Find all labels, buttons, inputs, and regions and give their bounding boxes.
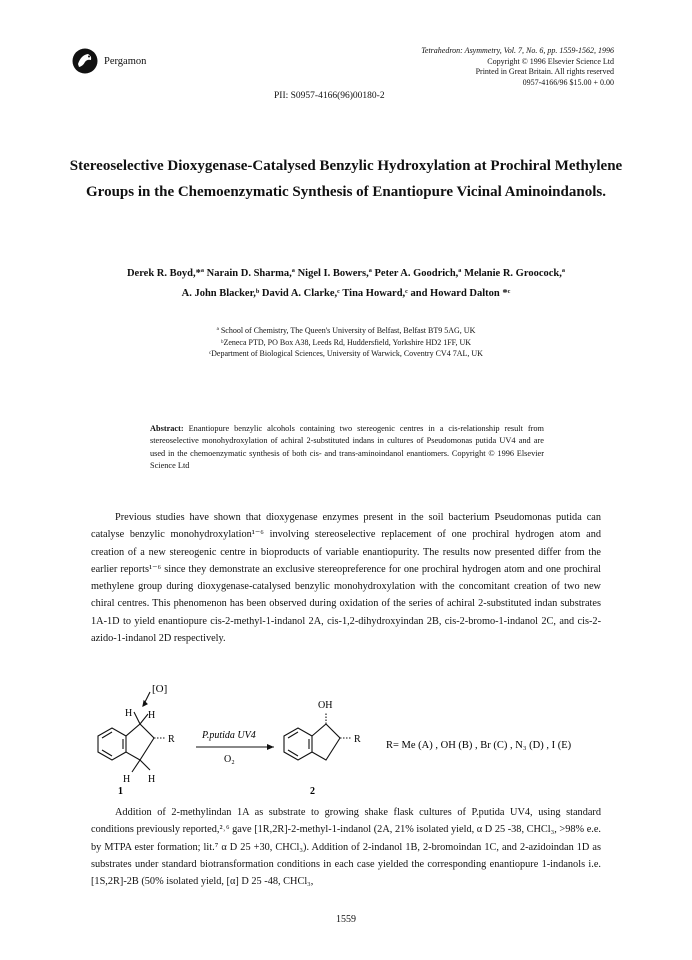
h-label-top-right: H (148, 710, 156, 721)
affiliation-b: ᵇZeneca PTD, PO Box A38, Leeds Rd, Huddersfield, Yorkshire HD2 1FF, UK (220, 337, 472, 347)
product-oh-label: OH (318, 700, 333, 711)
affiliation-a: ª School of Chemistry, The Queen's University of Belfast, Belfast BT9 5AG, UK (216, 326, 476, 335)
product-r-label: R (354, 734, 361, 745)
reaction-scheme (88, 676, 608, 796)
arrow-reagent-bottom: O₂ (224, 754, 235, 765)
copyright-line: Copyright © 1996 Elsevier Science Ltd (487, 56, 614, 66)
author-line-1: Derek R. Boyd,*ª Narain D. Sharma,ª Nigel I. Bowers,ª Peter A. Goodrich,ª Melanie R. Groocock,ª (126, 268, 566, 279)
arrow-reagent-top: P.putida UV4 (202, 730, 256, 741)
author-list (60, 264, 632, 304)
indanol-product-structure (284, 712, 352, 760)
abstract-text: Enantiopure benzylic alcohols containing two stereogenic centres in a cis-relationship result from stereoselective monohydroxylation of achiral 2-substituted indans in cultures of Pseudomonas putida UV4 and are used in the chemoenzymatic synthesis of both cis- and trans-aminoindanol enantiomers. Copyright © 1996 Elsevier Science Ltd (150, 424, 544, 470)
abstract-label: Abstract: (150, 424, 184, 433)
page-number: 1559 (336, 914, 356, 925)
publisher-name: Pergamon (104, 56, 147, 67)
pii-identifier: PII: S0957-4166(96)00180-2 (274, 91, 385, 101)
affiliation-c: ᶜDepartment of Biological Sciences, University of Warwick, Coventry CV4 7AL, UK (209, 349, 483, 358)
author-line-2: A. John Blacker,ᵇ David A. Clarke,ᶜ Tina Howard,ᶜ and Howard Dalton *ᶜ (181, 288, 511, 299)
reactant-r-label: R (168, 734, 175, 745)
body-paragraph-2: Addition of 2-methylindan 1A as substrate to growing shake flask cultures of P.putida UV4, using standard conditions previously reported,²˒⁶ gave [1R,2R]-2-methyl-1-indanol (2A, 21% isolated yield, α D 25 -38, CHCl₃, >98% e.e. by MTPA ester formation; lit.⁷ α D 25 +30, CHCl₃). Addition of 2-indanol 1B, 2-bromoindan 1C, and 2-azidoindan 1D as substrates under standard biotransformation conditions in each case yielded the corresponding enantiopure 1-indanols i.e. [1S,2R]-2B (50% isolated yield, [α] D 25 -48, CHCl₃, (91, 807, 602, 888)
substituent-definition: R= Me (A) , OH (B) , Br (C) , N₃ (D) , I (E) (386, 740, 572, 751)
pergamon-logo-icon (72, 48, 98, 74)
h-label-bottom-right: H (148, 774, 156, 785)
h-label-bottom-left: H (123, 774, 131, 785)
body-paragraph-1: Previous studies have shown that dioxygenase enzymes present in the soil bacterium Pseudomonas putida can catalyse benzylic monohydroxylation¹⁻⁶ involving stereoselective replacement of one prochiral hydrogen atom and creation of a new stereogenic centre in bioproducts of variable enantiopurity. The results now presented differ from the earlier reports¹⁻⁶ since they demonstrate an exclusive stereopreference for one prochiral hydrogen atom and one prochiral methylene group during dioxygenase-catalysed benzylic monohydroxylation with the concomitant creation of two new chiral centres. This phenomenon has been observed during oxidation of the series of achiral 2-substituted indan substrates 1A-1D to yield enantiopure cis-2-methyl-1-indanol 2A, cis-1,2-dihydroxyindan 2B, cis-2-bromo-1-indanol 2C, and cis-2-azido-1-indanol 2D respectively. (91, 512, 601, 645)
reaction-arrowhead (267, 744, 274, 750)
journal-citation: Tetrahedron: Asymmetry, Vol. 7, No. 6, pp. 1559-1562, 1996 (421, 46, 614, 55)
compound-1-label: 1 (118, 786, 123, 796)
printed-line: Printed in Great Britain. All rights reserved (475, 67, 614, 76)
affiliation-list (60, 325, 632, 360)
price-line: 0957-4166/96 $15.00 + 0.00 (522, 77, 614, 87)
abstract (150, 423, 544, 472)
h-label-top-left: H (125, 708, 133, 719)
oxidation-reagent-label: [O] (152, 683, 168, 695)
journal-info (284, 46, 614, 88)
indan-reactant-structure (98, 692, 166, 772)
compound-2-label: 2 (310, 786, 315, 796)
article-title: Stereoselective Dioxygenase-Catalysed Benzylic Hydroxylation at Prochiral Methylene Groups in the Chemoenzymatic Synthesis of Enantiopure Vicinal Aminoindanols. (69, 158, 623, 200)
